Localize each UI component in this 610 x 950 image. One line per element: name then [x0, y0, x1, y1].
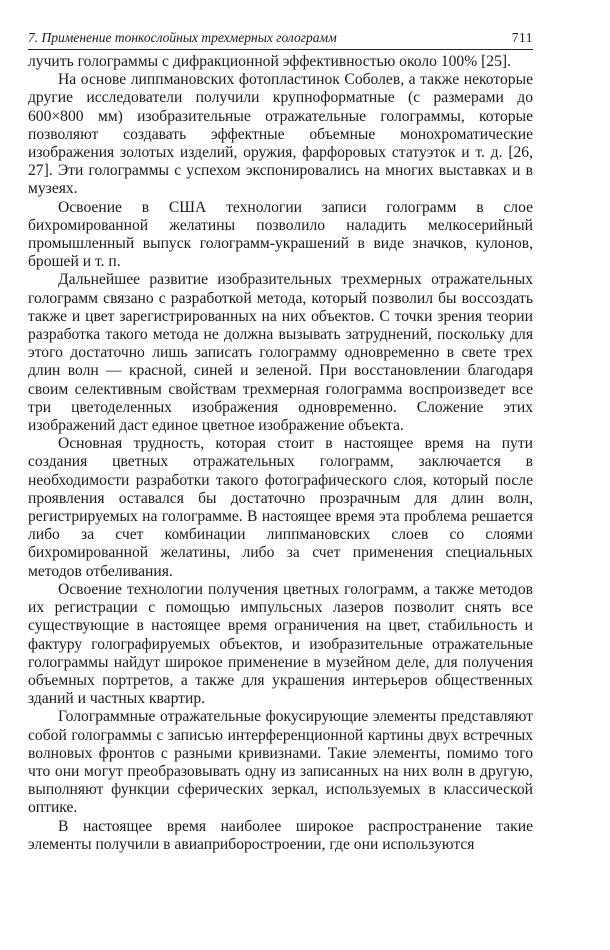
paragraph: Дальнейшее развитие изобразительных трехмерных отражательных голограмм связано с разработкой метода, который позволил бы воссоздать также и цвет зарегистрированных на них объектов. С точки зрения теории разработка такого метода не должна вызывать затруднений, поскольку для этого достаточно лишь записать голограмму одновременно в свете трех длин волн — красной, синей и зеленой. При восстановлении благодаря своим селективным свойствам трехмерная голограмма воспроизведет все три цветоделенных изображения одновременно. Сложение этих изображений даст единое цветное изображение объекта.: [28, 271, 533, 435]
paragraph: Освоение в США технологии записи голограмм в слое бихромированной желатины позволило наладить мелкосерийный промышленный выпуск голограмм-украшений в виде значков, кулонов, брошей и т. п.: [28, 198, 533, 271]
paragraph: Основная трудность, которая стоит в настоящее время на пути создания цветных отражательных голограмм, заключается в необходимости разработки такого фотографического слоя, который после проявления оставался бы достаточно прозрачным для длин волн, регистрируемых на голограмме. В настоящее время эта проблема решается либо за счет комбинации липпмановских слоев со слоями бихромированной желатины, либо за счет применения специальных методов отбеливания.: [28, 435, 533, 580]
chapter-title: 7. Применение тонкослойных трехмерных голограмм: [28, 30, 337, 45]
running-head: [28, 30, 533, 50]
body-text: [28, 53, 533, 854]
paragraph: На основе липпмановских фотопластинок Соболев, а также некоторые другие исследователи получили крупноформатные (с размерами до 600×800 мм) изобразительные отражательные голограммы, которые позволяют создавать эффектные объемные монохроматические изображения золотых изделий, оружия, фарфоровых статуэток и т. д. [26, 27]. Эти голограммы с успехом экспонировались на многих выставках и в музеях.: [28, 71, 533, 198]
paragraph: Освоение технологии получения цветных голограмм, а также методов их регистрации с помощью импульсных лазеров позволит снять все существующие в настоящее время ограничения на цвет, стабильность и фактуру голографируемых объектов, и изобразительные отражательные голограммы найдут широкое применение в музейном деле, для получения объемных портретов, а также для украшения интерьеров общественных зданий и частных квартир.: [28, 580, 533, 708]
paragraph-continued: лучить голограммы с дифракционной эффективностью около 100% [25].: [28, 53, 511, 70]
page-number: 711: [511, 30, 533, 45]
paragraph: В настоящее время наиболее широкое распространение такие элементы получили в авиаприборостроении, где они используются: [28, 817, 533, 853]
book-page: [28, 30, 533, 854]
paragraph: Голограммные отражательные фокусирующие элементы представляют собой голограммы с записью интерференционной картины двух встречных волновых фронтов с разными кривизнами. Такие элементы, помимо того что они могут преобразовывать одну из записанных на них волн в другую, выполняют функции сферических зеркал, используемых в классической оптике.: [28, 708, 533, 817]
